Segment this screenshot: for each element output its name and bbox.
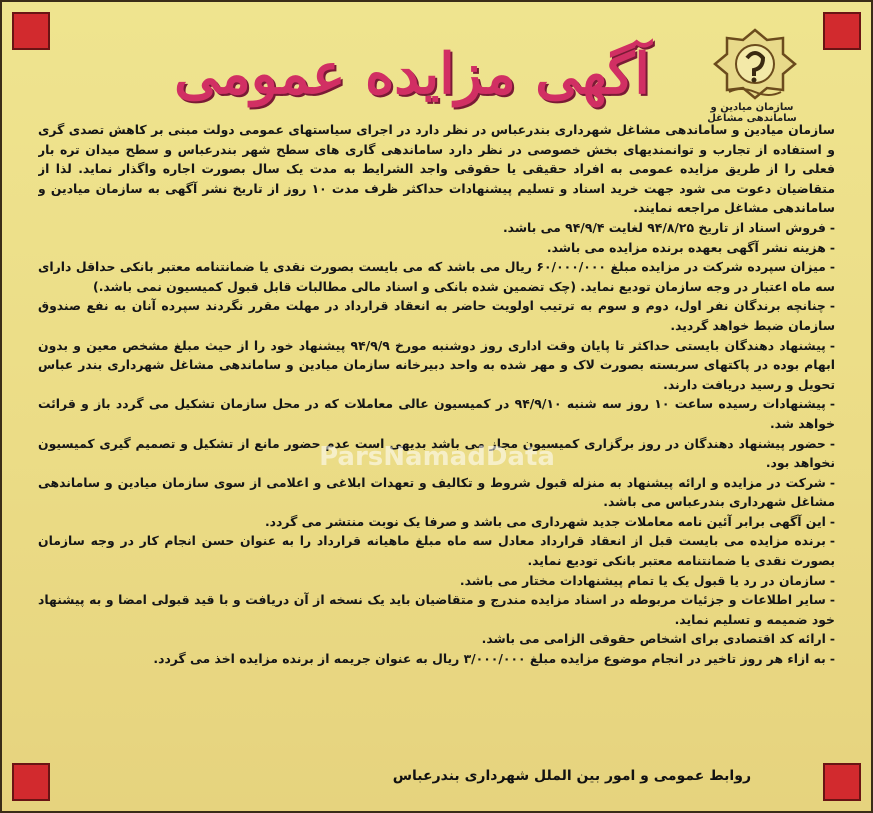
- list-item: -پیشنهادات رسیده ساعت ۱۰ روز سه شنبه ۹۴/۹/۱۰ در کمیسیون عالی معاملات که در محل سازمان تشکیل می گردد باز و قرائت خواهد شد.: [38, 396, 835, 431]
- list-item: -حضور پیشنهاد دهندگان در روز برگزاری کمیسیون مجاز می باشد بدیهی است عدم حضور مانع از تشکیل و تصمیم گیری کمیسیون نخواهد بود.: [38, 435, 835, 471]
- organization-caption: سازمان میادین و ساماندهی مشاغل: [707, 102, 797, 124]
- list-item: -سازمان در رد یا قبول یک یا تمام پیشنهادات مختار می باشد.: [459, 572, 835, 588]
- list-item: -میزان سپرده شرکت در مزایده مبلغ ۶۰/۰۰۰/۰۰۰ ریال می باشد که می بایست بصورت نقدی یا ضمانتنامه معتبر بانکی حداقل دارای سه ماه اعتبار در وجه سازمان تودیع نماید. (چک تضمین شده بانکی و اسناد مالی مطالبات قابل قبول کمیسیون نمی باشد.): [38, 259, 835, 294]
- list-item: -چنانچه برندگان نفر اول، دوم و سوم به ترتیب اولویت حاضر به انعقاد قرارداد در مهلت مقرر نگردند سپرده آنان به نفع صندوق سازمان ضبط خواهد گردید.: [38, 298, 835, 333]
- list-item: -سایر اطلاعات و جزئیات مربوطه در اسناد مزایده مندرج و متقاضیان باید یک نسخه از آن دریافت و با قید قبولی امضا و به پیشنهاد خود ضمیمه و تسلیم نماید.: [38, 592, 835, 627]
- corner-decoration-bottom-right: [823, 763, 861, 801]
- list-item: -ارائه کد اقتصادی برای اشخاص حقوقی الزامی می باشد.: [481, 631, 835, 647]
- intro-paragraph: سازمان میادین و ساماندهی مشاغل شهرداری بندرعباس در نظر دارد در اجرای سیاستهای عمومی دولت مبنی بر کاهش تصدی گری و استفاده از تجارب و توانمندیهای بخش خصوصی در نظر دارد ساماندهی گاری های سطح شهر بندرعباس و سطح میدان تره بار فعلی را از طریق مزایده عمومی به افراد حقیقی یا حقوقی واجد الشرایط به مدت یک سال بصورت اجاره واگذار نماید. لذا از متقاضیان دعوت می شود جهت خرید اسناد و تسلیم پیشنهادات حداکثر ظرف مدت ۱۰ روز از تاریخ نشر آگهی به سازمان میادین و ساماندهی مشاغل مراجعه نمایند.: [38, 122, 835, 216]
- corner-decoration-bottom-left: [12, 763, 50, 801]
- watermark: ParsNamadData: [319, 442, 555, 472]
- list-item: -فروش اسناد از تاریخ ۹۴/۸/۲۵ لغایت ۹۴/۹/۴ می باشد.: [502, 219, 835, 235]
- list-item: -پیشنهاد دهندگان بایستی حداکثر تا پایان وقت اداری روز دوشنبه مورخ ۹۴/۹/۹ پیشنهاد خود را از حیث مبلغ مشخص معین و بدون ابهام بوده در پاکتهای سربسته بصورت لاک و مهر شده به واحد دبیرخانه سازمان میادین و ساماندهی مشاغل شهرداری بندر عباس تحویل و رسید دریافت دارند.: [38, 337, 835, 392]
- signature: روابط عمومی و امور بین الملل شهرداری بندرعباس: [392, 768, 751, 784]
- conditions-list: [38, 218, 835, 669]
- list-item: -این آگهی برابر آئین نامه معاملات جدید شهرداری می باشد و صرفا یک نوبت منتشر می گردد.: [264, 513, 835, 529]
- corner-decoration-top-right: [823, 12, 861, 50]
- organization-logo-icon: [705, 28, 805, 100]
- list-item: -شرکت در مزایده و ارائه پیشنهاد به منزله قبول شروط و تکالیف و تعهدات ابلاغی و اعلامی از سوی سازمان میادین و ساماندهی مشاغل شهرداری بندرعباس می باشد.: [38, 474, 835, 510]
- list-item: -به ازاء هر روز تاخیر در انجام موضوع مزایده مبلغ ۳/۰۰۰/۰۰۰ ریال به عنوان جریمه از برنده مزایده اخذ می گردد.: [153, 651, 835, 667]
- page-title: آگهی مزایده عمومی: [174, 41, 650, 107]
- corner-decoration-top-left: [12, 12, 50, 50]
- list-item: -هزینه نشر آگهی بعهده برنده مزایده می باشد.: [546, 239, 835, 255]
- list-item: -برنده مزایده می بایست قبل از انعقاد قرارداد معادل سه ماه مبلغ ماهیانه قرارداد را به عنوان حسن انجام کار در وجه سازمان بصورت نقدی یا ضمانتنامه معتبر بانکی تودیع نماید.: [38, 533, 835, 569]
- notice-body: [38, 120, 835, 764]
